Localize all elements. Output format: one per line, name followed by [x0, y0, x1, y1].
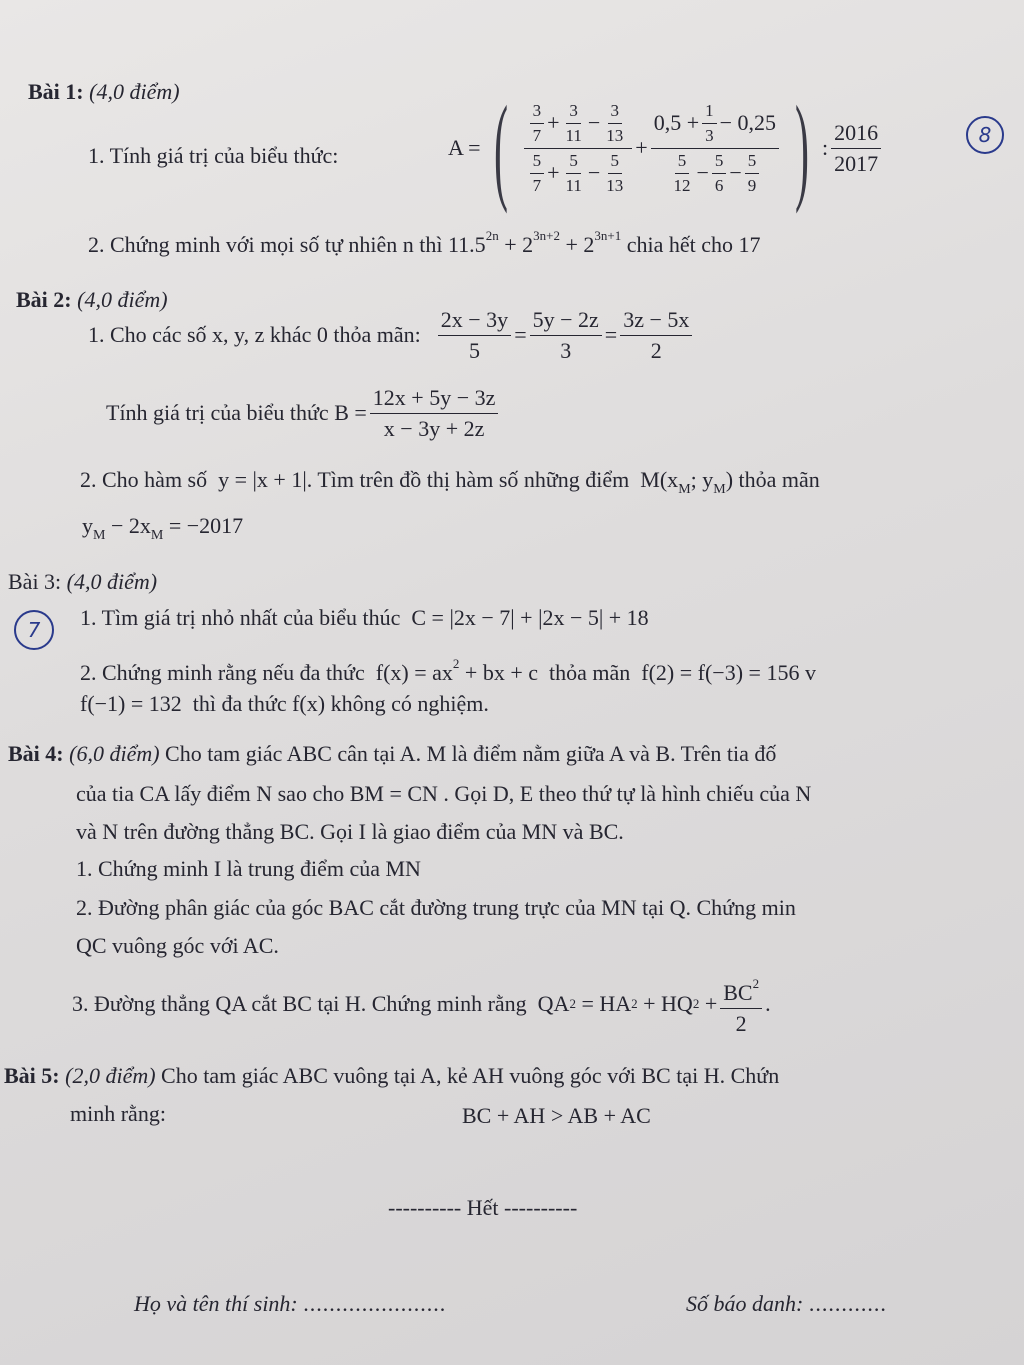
bai1-q1-text: 1. Tính giá trị của biểu thức: [88, 143, 339, 168]
bai1-q2-line: 2. Chứng minh với mọi số tự nhiên n thì $11.5^{2n} + 2^{3n+2} + 2^{3n+1}$ chia hết cho 17 [88, 228, 761, 257]
bai1-heading-line [28, 78, 180, 106]
bai1-expression-A: A = ( $\frac{3}{7}$ + $\frac{3}{11}$ − $\frac{3}{13}$ $\frac{5}{7}$ + $\frac{5}{11}$ − $\frac{5}{13}$ + 0,5 + $\frac{1}{3}$ − 0,25 $\frac{5}{12}$ − $\frac{5}{6}$ − $\frac{5}{9}$ ) : $\frac{2016}{2017}$ [448, 88, 884, 208]
candidate-id-dots: ............ [808, 1291, 887, 1316]
handwritten-circle-mark-2: 7 [14, 610, 54, 650]
left-paren-icon: ( [493, 81, 508, 214]
bai5-points: (2,0 điểm) [65, 1063, 156, 1088]
candidate-name-dots: ...................... [303, 1291, 447, 1316]
candidate-name-field [134, 1290, 446, 1318]
bai3-q2-line2: f(−1) = 132 thì đa thức f(x) không có nghiệm. [80, 691, 489, 716]
bai4-line2: của tia CA lấy điểm N sao cho BM = CN . Gọi D, E theo thứ tự là hình chiếu của N [76, 781, 812, 806]
bai4-q2-line2: QC vuông góc với AC. [76, 933, 279, 958]
right-paren-icon: ) [795, 81, 810, 214]
bai4-q2-line1: 2. Đường phân giác của góc BAC cắt đường trung trực của MN tại Q. Chứng min [76, 895, 796, 920]
bai2-points: (4,0 điểm) [77, 287, 168, 312]
candidate-id-field [686, 1290, 887, 1318]
bai1-big-fraction-1: $\frac{3}{7}$ + $\frac{3}{11}$ − $\frac{3}{13}$ $\frac{5}{7}$ + $\frac{5}{11}$ − $\frac{5}{13}$ [524, 101, 633, 196]
bai1-heading: Bài 1: [28, 79, 84, 104]
bai2-q2-line: 2. Cho hàm số y = |x + 1|. Tìm trên đồ thị hàm số những điểm $M(x_M$; $y_M$) thỏa mãn [80, 467, 820, 497]
bai3-heading: Bài 3: [8, 569, 62, 594]
bai2-q2-condition: $y_M - 2x_M = -2017$ [82, 513, 244, 543]
bai4-points: (6,0 điểm) [69, 741, 160, 766]
bai3-points: (4,0 điểm) [66, 569, 158, 594]
bai2-B-line: Tính giá trị của biểu thức B = $\frac{12x + 5y - 3z}{x - 3y + 2z}$ [106, 378, 501, 448]
bai5-expression: BC + AH > AB + AC [462, 1103, 651, 1128]
bai3-q2-line: 2. Chứng minh rằng nếu đa thức $f(x) = ax^2$ + bx + c thỏa mãn f(2) = f(−3) = 156 v [80, 656, 816, 685]
bai4-line3: và N trên đường thẳng BC. Gọi I là giao điểm của MN và BC. [76, 819, 624, 844]
bai4-q3-line: 3. Đường thẳng QA cắt BC tại H. Chứng minh rằng QA 2 = HA 2 + HQ 2 + $\frac{BC^2}{2}$ . [72, 966, 771, 1042]
bai1-divisor-fraction: $\frac{2016}{2017}$ [831, 120, 881, 177]
bai1-points: (4,0 điểm) [89, 79, 180, 104]
end-mark: ---------- Hết ---------- [388, 1195, 578, 1220]
candidate-id-label: Số báo danh: [686, 1291, 804, 1316]
bai4-q1: 1. Chứng minh I là trung điểm của MN [76, 856, 421, 881]
bai4-heading: Bài 4: [8, 741, 64, 766]
bai1-A-lhs: A = [448, 135, 481, 160]
candidate-name-label: Họ và tên thí sinh: [134, 1291, 298, 1316]
bai5-line2: minh rằng: [70, 1101, 166, 1126]
bai1-big-fraction-2: 0,5 + $\frac{1}{3}$ − 0,25 $\frac{5}{12}$ − $\frac{5}{6}$ − $\frac{5}{9}$ [651, 101, 779, 196]
bai3-q1-line: 1. Tìm giá trị nhỏ nhất của biểu thúc C = |2x − 7| + |2x − 5| + 18 [80, 605, 649, 630]
handwritten-circle-mark-1: 8 [966, 116, 1004, 154]
bai2-heading: Bài 2: [16, 287, 72, 312]
bai4-line1: Bài 4: (6,0 điểm) Cho tam giác ABC cân tại A. M là điểm nằm giữa A và B. Trên tia đố [8, 741, 777, 766]
bai2-q1-line: 1. Cho các số x, y, z khác 0 thỏa mãn: $\frac{2x - 3y}{5}$ = $\frac{5y - 2z}{3}$ = $\frac{3z - 5x}{2}$ [88, 300, 695, 370]
bai5-heading: Bài 5: [4, 1063, 60, 1088]
bai3-heading-line [8, 568, 157, 596]
bai5-line1: Bài 5: (2,0 điểm) Cho tam giác ABC vuông tại A, kẻ AH vuông góc với BC tại H. Chứn [4, 1063, 780, 1088]
